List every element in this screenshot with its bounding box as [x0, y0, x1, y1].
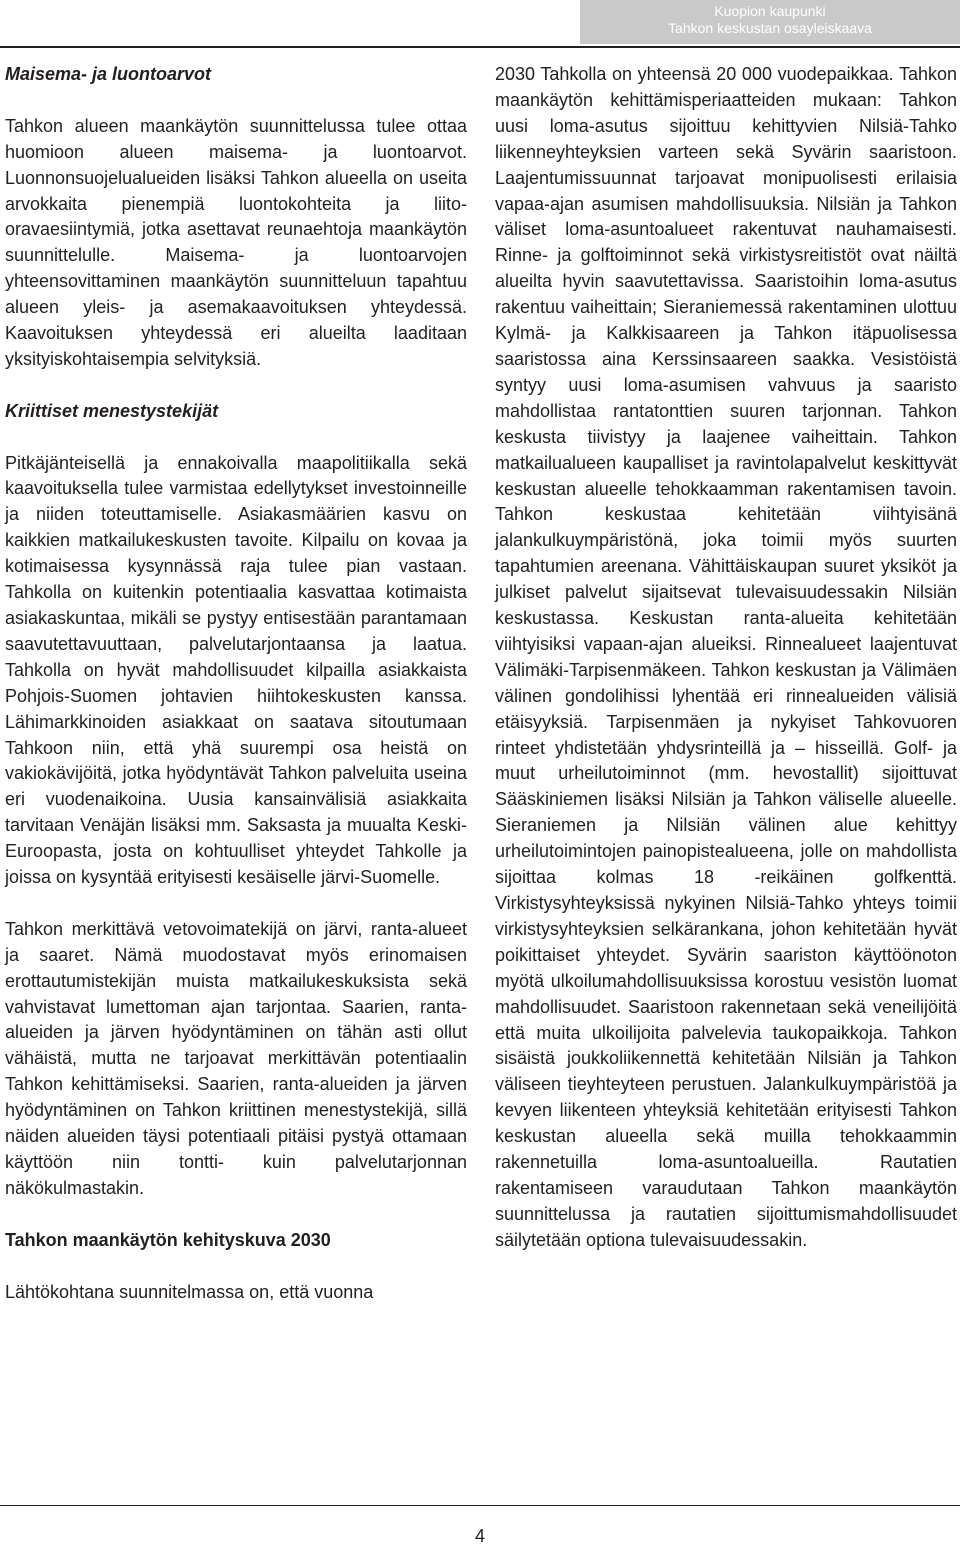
paragraph-development-start: Lähtökohtana suunnitelmassa on, että vuonna — [5, 1281, 374, 1302]
section-heading-landscape: Maisema- ja luontoarvot — [5, 64, 212, 84]
paragraph-lake-attraction: Tahkon merkittävä vetovoimatekijä on järvi, ranta-alueet ja saaret. Nämä muodostavat myös erinomaisen erottautumistekijän muista matkailukeskuksista sekä vahvistavat lumettoman ajan tarjontaa. Saarien, ranta-alueiden ja järven hyödyntäminen on tähän asti ollut vähäistä, mutta ne tarjoavat merkittävän potentiaalin Tahkon kehittämiseksi. Saarien, ranta-alueiden ja järven hyödyntäminen on Tahkon kriittinen menestystekijä, sillä näiden alueiden täysi potentiaali pitäisi pystyä ottamaan käyttöön niin tontti- kuin palvelutarjonnan näkökulmastakin. — [5, 918, 467, 1198]
section-heading-development-2030: Tahkon maankäytön kehityskuva 2030 — [5, 1229, 331, 1250]
document-header — [580, 0, 960, 44]
page-number: 4 — [474, 1526, 485, 1546]
left-column — [5, 62, 467, 1305]
section-heading-critical-factors: Kriittiset menestystekijät — [5, 400, 219, 421]
paragraph-critical-factors: Pitkäjänteisellä ja ennakoivalla maapolitiikalla sekä kaavoituksella tulee varmistaa edellytykset investoinneille ja niiden toteuttamiselle. Asiakasmäärien kasvu on kaikkien matkailukeskusten tavoite. Kilpailu on kovaa ja kotimaisessa kysynnässä raja tulee pian vastaan. Tahkolla on kuitenkin potentiaalia kasvattaa kotimaista asiakaskuntaa, mikäli se pystyy entisestään parantamaan saavutettavuuttaan, palvelutarjontaansa ja laatua. Tahkolla on hyvät mahdollisuudet kilpailla asiakkaista Pohjois-Suomen johtavien hiihtokeskusten kanssa. Lähimarkkinoiden asiakkaat on saatava sitoutumaan Tahkoon niin, että yhä suurempi osa heistä on vakiokävijöitä, jotka hyödyntävät Tahkon palveluita useina eri vuodenaikoina. Uusia kansainvälisiä asiakkaita tarvitaan Venäjän lisäksi mm. Saksasta ja muualta Keski-Euroopasta, josta on kohtuulliset yhteydet Tahkolle ja joissa on kysyntää erityisesti kesäiselle järvi-Suomelle. — [5, 452, 467, 888]
paragraph-landscape: Tahkon alueen maankäytön suunnittelussa tulee ottaa huomioon alueen maisema- ja luontoarvot. Luonnonsuojelualueiden lisäksi Tahkon alueella on useita arvokkaita pienempiä luontokohteita ja liito-oravaesiintymiä, jotka asettavat reunaehtoja maankäytön suunnittelulle. Maisema- ja luontoarvojen yhteensovittaminen maankäytön suunnitteluun tapahtuu alueen yleis- ja asemakaavoituksen yhteydessä. Kaavoituksen yhteydessä eri alueilta laaditaan yksityiskohtaisempia selvityksiä. — [5, 115, 467, 369]
right-column — [495, 62, 957, 1254]
paragraph-development-continued: 2030 Tahkolla on yhteensä 20 000 vuodepaikkaa. Tahkon maankäytön kehittämisperiaatteiden mukaan: Tahkon uusi loma-asutus sijoittuu kehittyvien Nilsiä-Tahko liikenneyhteyksien varteen sekä Syvärin saaristoon. Laajentumissuunnat tarjoavat monipuolisesti erilaisia vapaa-ajan asumisen mahdollisuuksia. Nilsiän ja Tahkon väliset loma-asuntoalueet rakentuvat nauhamaisesti. Rinne- ja golftoiminnot sekä virkistysreitistöt ovat näiltä alueilta hyvin saavutettavissa. Saaristoihin loma-asutus rakentuu vaiheittain; Sieraniemessä rakentaminen ulottuu Kylmä- ja Kalkkisaareen ja Tahkon itäpuolisessa saaristossa aina Kerssinsaareen saakka. Vesistöistä syntyy uusi loma-asumisen vahvuus ja saaristo mahdollistaa rantatonttien suuren tarjonnan. Tahkon keskusta tiivistyy ja laajenee vaiheittain. Tahkon matkailualueen kaupalliset ja ravintolapalvelut keskittyvät keskustan alueelle tehokkaamman rakentamisen tavoin. Tahkon keskustaa kehitetään viihtyisänä jalankulkuympäristönä, joka toimii myös suurten tapahtumien areenana. Vähittäiskaupan suuret yksiköt ja julkiset palvelut sijaitsevat tulevaisuudessakin Nilsiän keskustassa. Keskustan ranta-alueita kehitetään viihtyisiksi vapaan-ajan alueiksi. Rinnealueet laajentuvat Välimäki-Tarpisenmäkeen. Tahkon keskustan ja Välimäen välinen gondolihissi lyhentää eri rinnealueiden välisiä etäisyyksiä. Tarpisenmäen ja nykyiset Tahkovuoren rinteet yhdistetään yhdysrinteillä ja – hisseillä. Golf- ja muut urheilutoiminnot (mm. hevostallit) sijoittuvat Sääskiniemen lisäksi Nilsiän ja Tahkon väliselle alueelle. Sieraniemen ja Nilsiän välinen alue kehittyy urheilutoimintojen painopistealueena, jolle on mahdollista sijoittaa kolmas 18 -reikäinen golfkenttä. Virkistysyhteyksissä nykyinen Nilsiä-Tahko yhteys toimii virkistysyhteyksien selkärankana, johon kehitetään hyvät poikittaiset yhteydet. Syvärin saariston käyttöönoton myötä ulkoilumahdollisuuksissa korostuu vesistön luomat mahdollisuudet. Saaristoon rakennetaan sekä veneilijöitä että muita ulkoilijoita palvelevia taukopaikkoja. Tahkon sisäistä joukkoliikennettä kehitetään Nilsiän ja Tahkon väliseen tieyhteyteen perustuen. Jalankulkuympäristöä ja kevyen liikenteen yhteyksiä kehitetään erityisesti Tahkon keskustan alueella sekä muilla tehokkaammin rakennetuilla loma-asuntoalueilla. Rautatien rakentamiseen varaudutaan Tahkon maankäytön suunnittelussa ja rautatien sijoittumismahdollisuudet säilytetään optiona tulevaisuudessakin. — [495, 64, 957, 1250]
header-organization: Kuopion kaupunki — [714, 3, 826, 19]
footer-divider — [0, 1505, 960, 1506]
header-document-title: Tahkon keskustan osayleiskaava — [668, 20, 872, 36]
header-divider — [0, 46, 960, 48]
